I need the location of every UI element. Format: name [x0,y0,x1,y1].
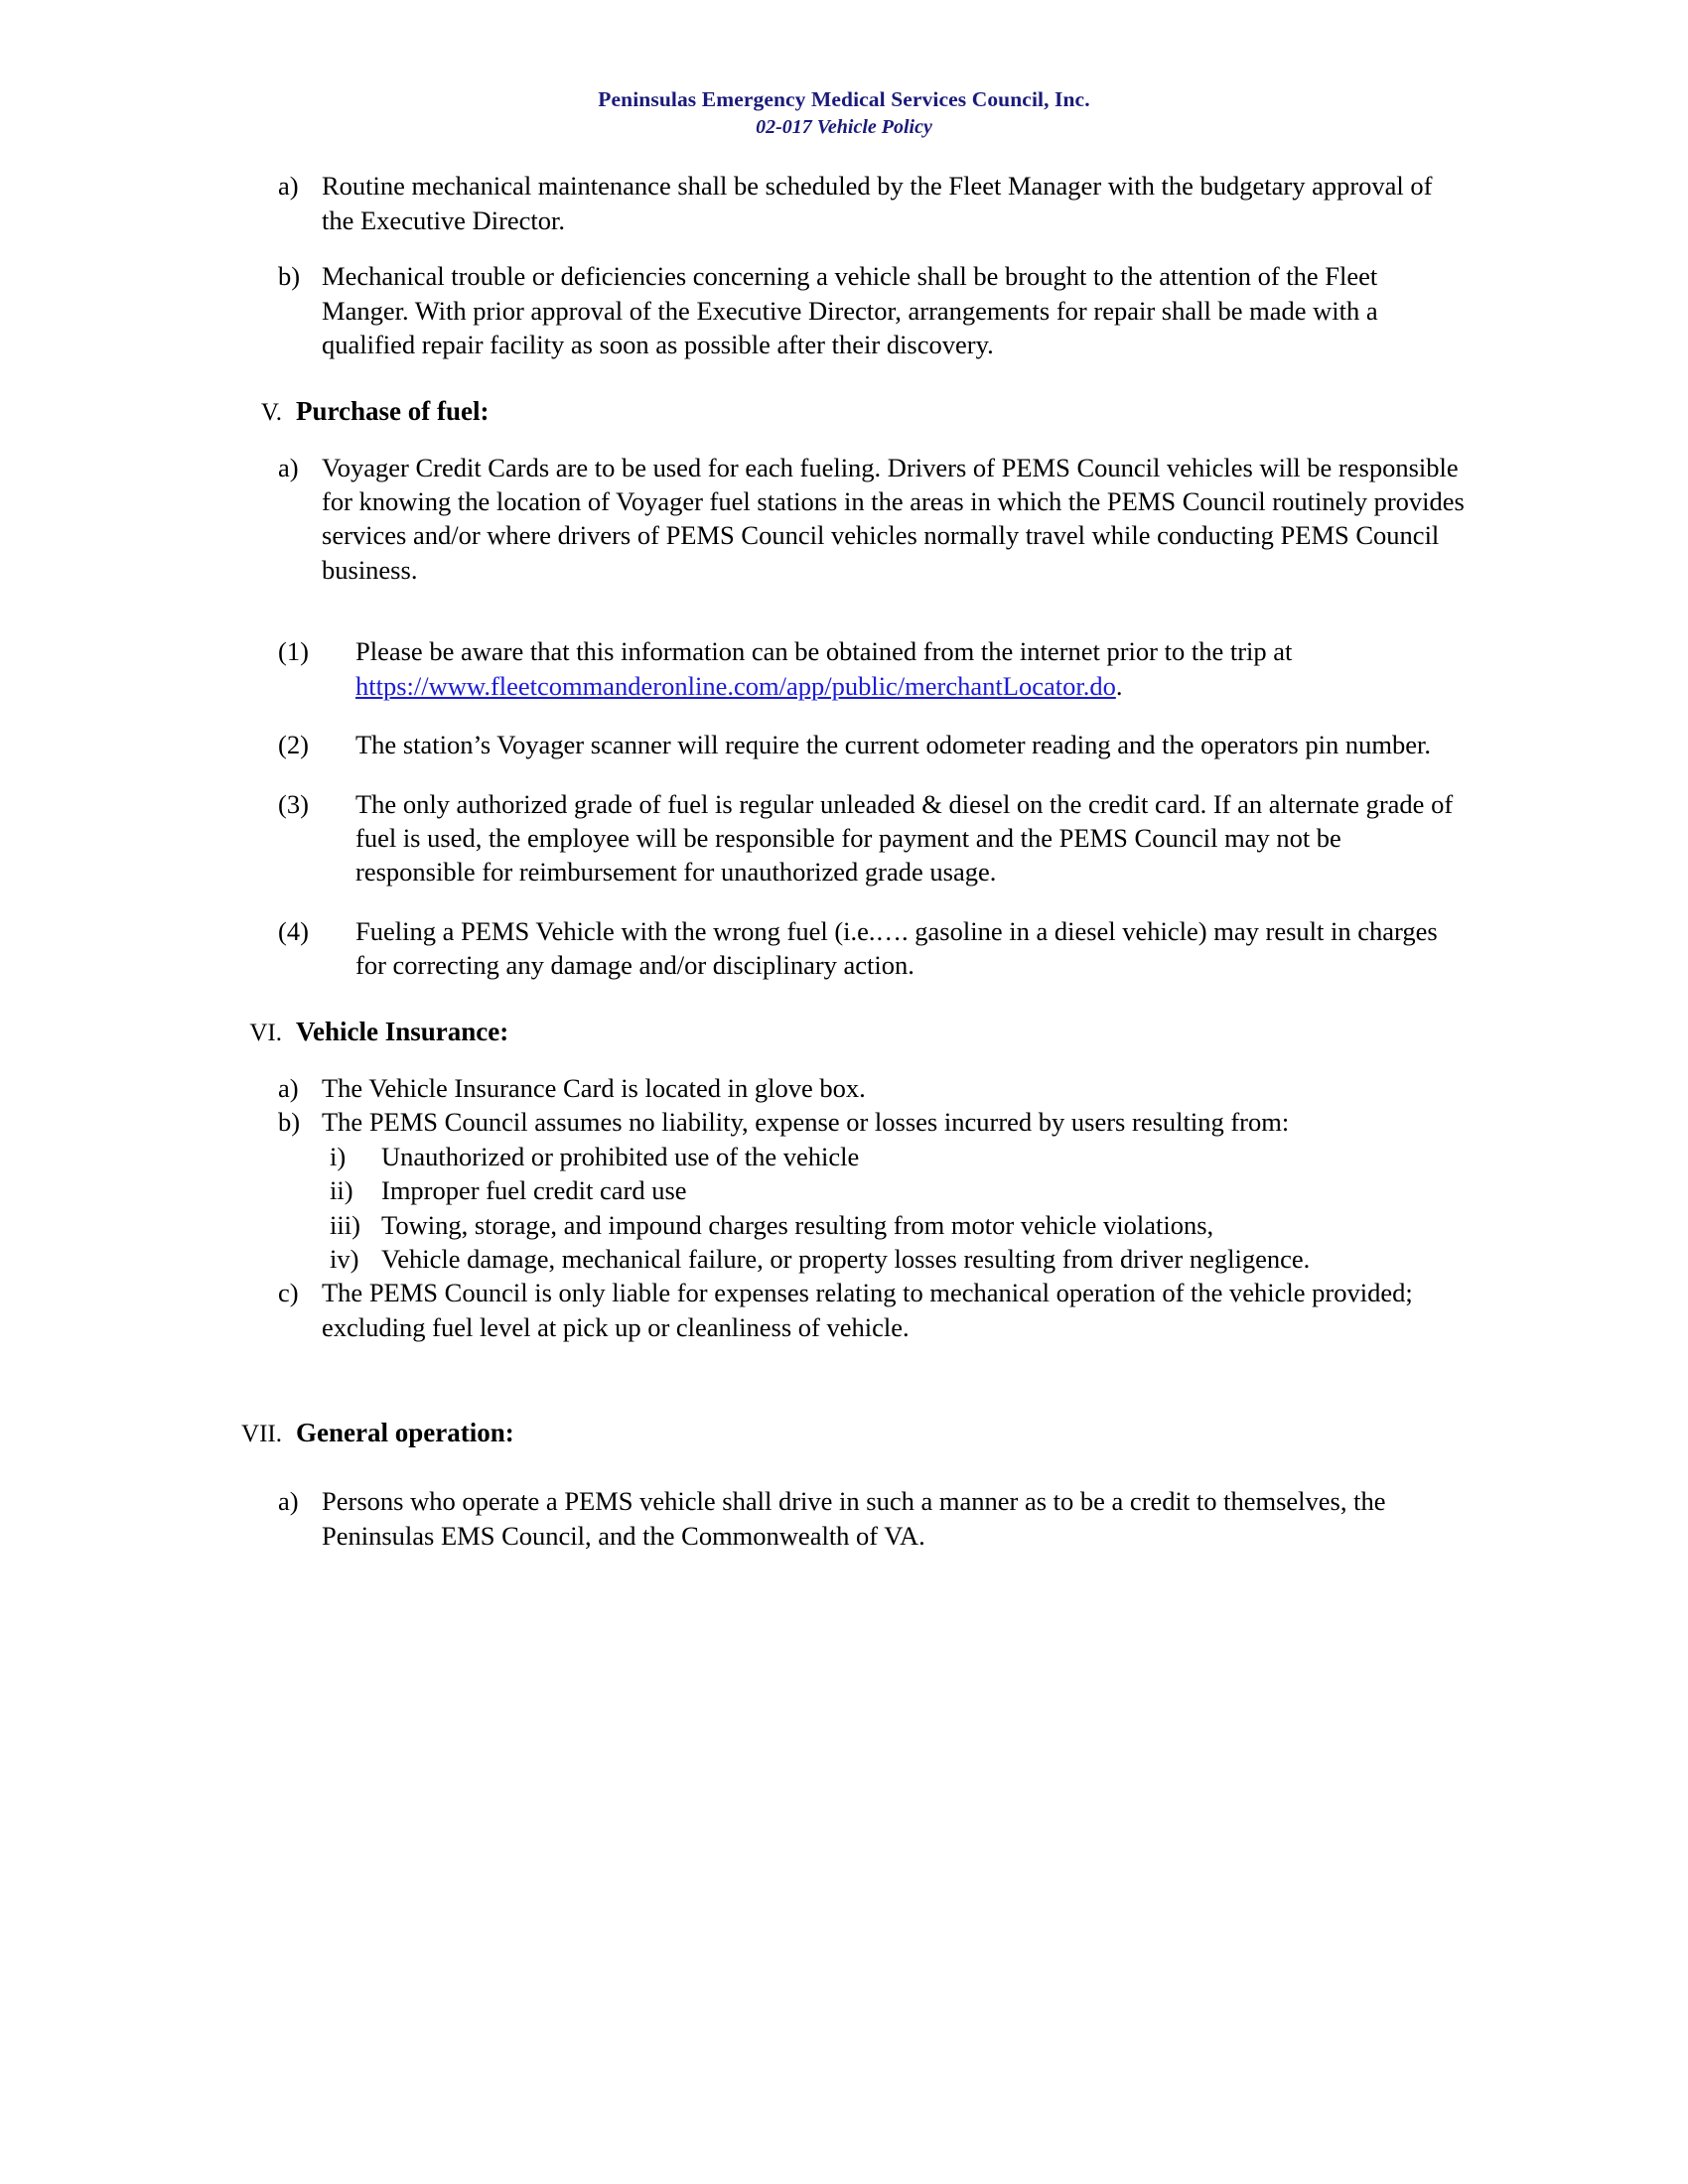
list-text: Fueling a PEMS Vehicle with the wrong fuel (i.e.…. gasoline in a diesel vehicle) may result in charges for correcting any damage and/or disciplinary action. [355,915,1438,981]
list-item [278,1105,1465,1139]
list-marker: iii) [330,1209,360,1240]
list-text [355,634,1465,703]
list-marker: a) [278,171,299,202]
section-numeral: VI. [249,1019,282,1046]
section-title: General operation: [296,1418,514,1448]
list-text: Persons who operate a PEMS vehicle shall drive in such a manner as to be a credit to themselves, the Peninsulas EMS Council, and the Commonwealth of VA. [322,1486,1386,1551]
list-marker: c) [278,1278,299,1308]
list-text: Improper fuel credit card use [381,1175,687,1206]
section-numeral: V. [260,398,282,426]
document-header [0,0,1688,139]
merchant-locator-link[interactable]: https://www.fleetcommanderonline.com/app/public/merchantLocator.do [355,670,1116,701]
section-heading-general-operation [238,1418,1465,1448]
section-title: Vehicle Insurance: [296,1016,509,1046]
sub-list-item [330,1242,1465,1276]
list-text: The Vehicle Insurance Card is located in glove box. [322,1072,866,1103]
numbered-item [278,787,1465,889]
sub-list-item [330,1173,1465,1207]
document-body [0,139,1688,1553]
list-text: Voyager Credit Cards are to be used for each fueling. Drivers of PEMS Council vehicles will be responsible for knowing the location of Voyager fuel stations in the areas in which the PEMS Council routinely provides services and/or where drivers of PEMS Council vehicles normally travel while conducting PEMS Council business. [322,452,1465,585]
list-marker: (1) [278,636,309,667]
link-trail-text: . [1115,670,1123,701]
list-marker: iv) [330,1243,359,1274]
list-text: Vehicle damage, mechanical failure, or property losses resulting from driver negligence. [381,1243,1311,1274]
sub-list-item [330,1208,1465,1242]
list-text: The station’s Voyager scanner will require the current odometer reading and the operators pin number. [355,730,1431,760]
list-text: Mechanical trouble or deficiencies concerning a vehicle shall be brought to the attention of the Fleet Manger. With prior approval of the Executive Director, arrangements for repair shall be made with a qualified repair facility as soon as possible after their discovery. [322,261,1378,360]
list-text: The PEMS Council assumes no liability, expense or losses incurred by users resulting from: [322,1107,1290,1138]
list-marker: ii) [330,1175,353,1206]
list-text: Towing, storage, and impound charges resulting from motor vehicle violations, [381,1209,1214,1240]
list-text: The only authorized grade of fuel is regular unleaded & diesel on the credit card. If an alternate grade of fuel is used, the employee will be responsible for payment and the PEMS Council may not be responsible for reimbursement for unauthorized grade usage. [355,788,1454,887]
list-marker: b) [278,1107,301,1138]
list-item [278,1276,1465,1344]
organization-title: Peninsulas Emergency Medical Services Council, Inc. [598,87,1090,111]
list-text: Unauthorized or prohibited use of the vehicle [381,1141,860,1171]
section-heading-vehicle-insurance [238,1017,1465,1047]
section-numeral: VII. [241,1421,282,1448]
list-marker: a) [278,452,299,482]
numbered-item [278,634,1465,703]
list-item [278,169,1465,237]
list-text: The PEMS Council is only liable for expenses relating to mechanical operation of the vehicle provided; excluding fuel level at pick up or cleanliness of vehicle. [322,1278,1413,1342]
list-marker: a) [278,1072,299,1103]
list-marker: b) [278,261,301,292]
link-lead-text: Please be aware that this information can be obtained from the internet prior to the trip at [355,636,1293,667]
section-title: Purchase of fuel: [296,395,490,426]
section-heading-purchase-of-fuel [238,396,1465,427]
list-marker: (2) [278,730,309,760]
list-item [278,1484,1465,1553]
list-marker: i) [330,1141,347,1171]
list-marker: a) [278,1486,299,1517]
list-marker: (3) [278,788,309,819]
numbered-item [278,914,1465,983]
document-subtitle: 02-017 Vehicle Policy [756,116,932,139]
numbered-item [278,728,1465,761]
sub-list-item [330,1140,1465,1173]
list-item [278,451,1465,588]
list-item [278,1071,1465,1105]
list-item [278,259,1465,361]
list-text: Routine mechanical maintenance shall be scheduled by the Fleet Manager with the budgetary approval of the Executive Director. [322,171,1433,235]
list-marker: (4) [278,915,309,946]
